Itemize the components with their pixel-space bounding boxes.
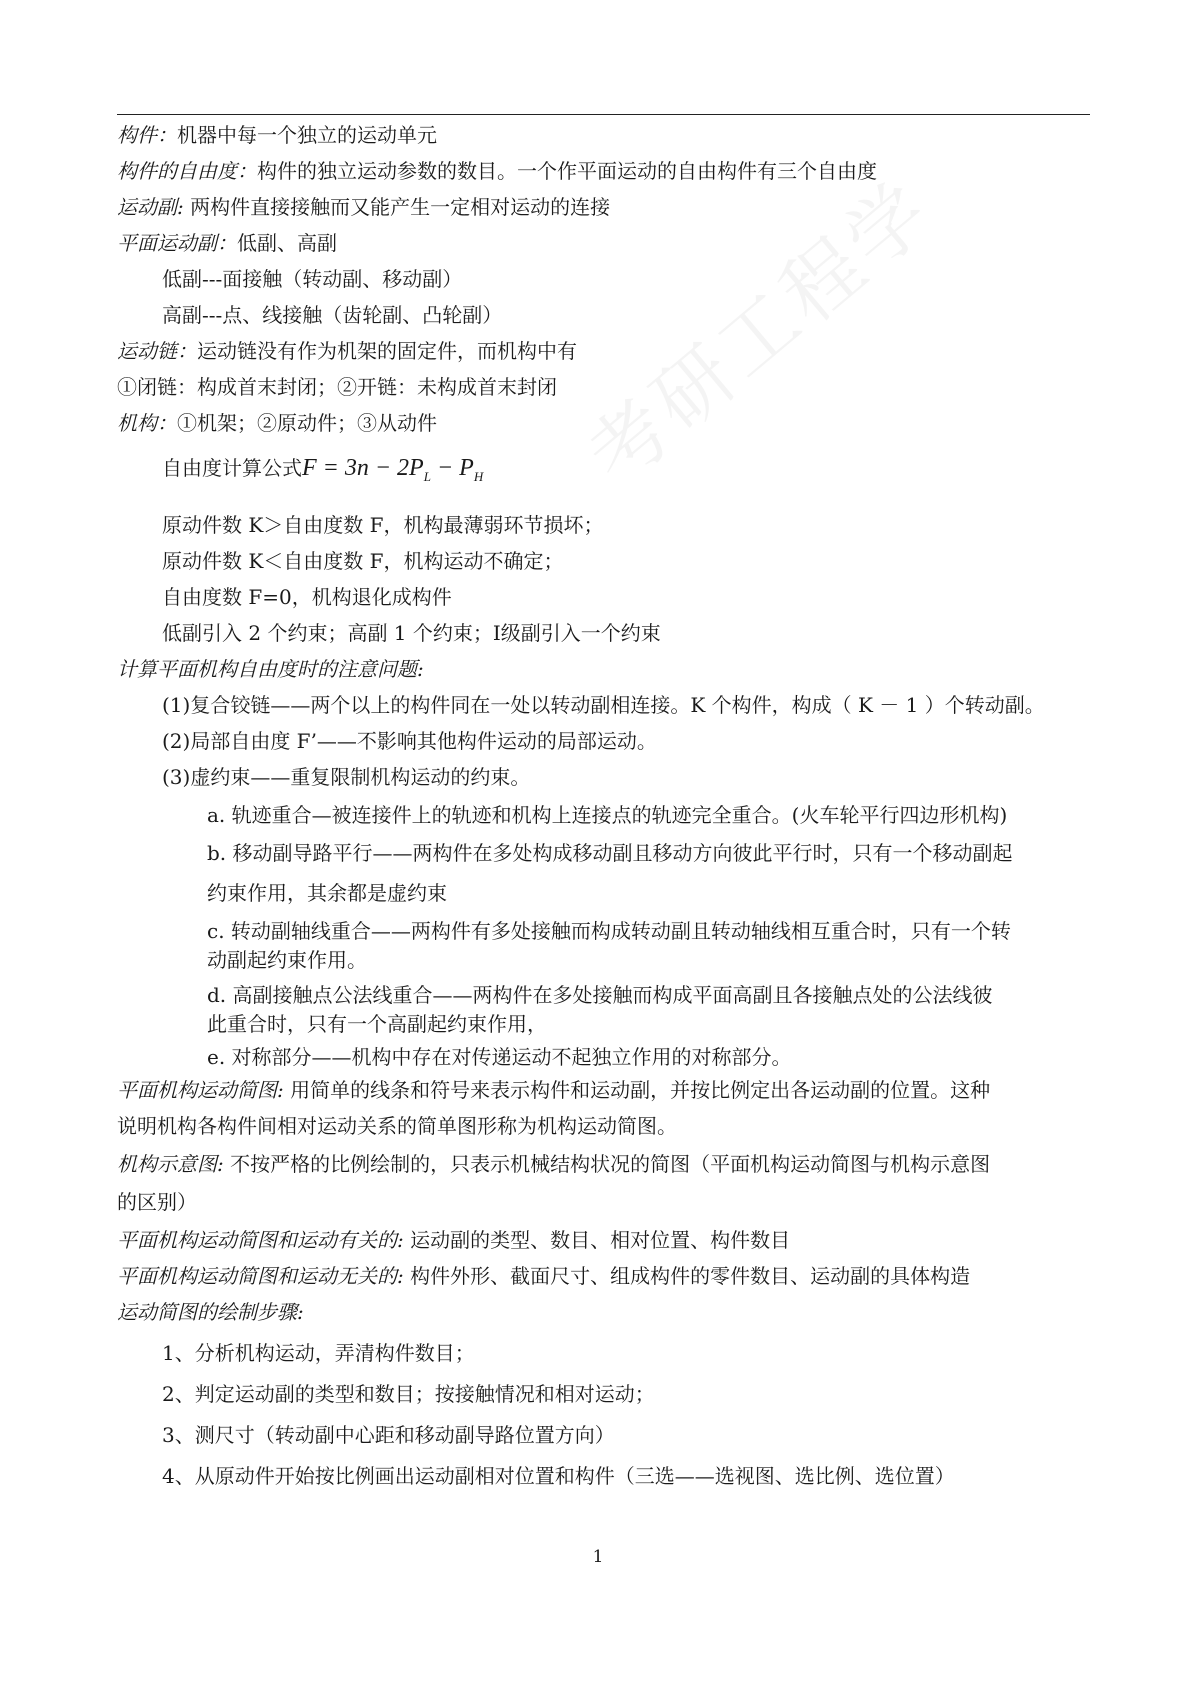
text-line: 此重合时，只有一个高副起约束作用， xyxy=(207,1011,547,1036)
definition-text: 运动链没有作为机架的固定件，而机构中有 xyxy=(197,339,577,363)
text-line: a. 轨迹重合—被连接件上的轨迹和机构上连接点的轨迹完全重合。(火车轮平行四边形机构) xyxy=(207,802,1008,827)
header-rule xyxy=(117,114,1090,115)
section-heading: 运动简图的绘制步骤: xyxy=(117,1299,304,1324)
text-line: 说明机构各构件间相对运动关系的简单图形称为机构运动简图。 xyxy=(117,1113,677,1138)
definition-line xyxy=(117,1263,1092,1290)
text-line: (1)复合铰链——两个以上的构件同在一处以转动副相连接。K 个构件，构成（ K － 1 ）个转动副。 xyxy=(162,692,1045,717)
formula-part: − P xyxy=(430,455,474,481)
term: 构件的自由度： xyxy=(117,159,257,183)
term: 平面机构运动简图: xyxy=(117,1077,284,1102)
text-line: b. 移动副导路平行——两构件在多处构成移动副且移动方向彼此平行时，只有一个移动副起 xyxy=(207,840,1013,865)
text-line: e. 对称部分——机构中存在对传递运动不起独立作用的对称部分。 xyxy=(207,1044,792,1069)
dof-formula xyxy=(302,455,484,484)
text-line: (2)局部自由度 F’——不影响其他构件运动的局部运动。 xyxy=(162,728,657,753)
formula-part: F = 3n − 2P xyxy=(302,455,424,481)
formula-subscript: H xyxy=(473,468,484,484)
definition-text: ①机架；②原动件；③从动件 xyxy=(177,411,437,435)
definition-text: 两构件直接接触而又能产生一定相对运动的连接 xyxy=(183,195,611,219)
term: 平面机构运动简图和运动无关的: xyxy=(117,1263,404,1288)
definition-line xyxy=(117,338,1092,365)
text-line: d. 高副接触点公法线重合——两构件在多处接触而构成平面高副且各接触点处的公法线彼 xyxy=(207,982,993,1007)
definition-line xyxy=(117,194,1092,221)
step-line: 1、分析机构运动，弄清构件数目； xyxy=(162,1340,475,1365)
text-line: 低副---面接触（转动副、移动副） xyxy=(162,267,463,291)
text-line: 约束作用，其余都是虚约束 xyxy=(207,880,447,905)
formula-label: 自由度计算公式 xyxy=(162,456,302,480)
text-line: c. 转动副轴线重合——两构件有多处接触而构成转动副且转动轴线相互重合时，只有一个转 xyxy=(207,918,1011,943)
step-line: 2、判定运动副的类型和数目；按接触情况和相对运动； xyxy=(162,1381,655,1406)
text-line: 的区别） xyxy=(117,1189,197,1214)
formula-subscript: L xyxy=(423,468,431,484)
text-line: 动副起约束作用。 xyxy=(207,947,367,972)
definition-line xyxy=(117,1077,1092,1104)
definition-text: 机器中每一个独立的运动单元 xyxy=(177,123,437,147)
text-line: 低副引入 2 个约束；高副 1 个约束；Ⅰ级副引入一个约束 xyxy=(162,620,661,645)
term: 运动副: xyxy=(117,195,184,219)
definition-line xyxy=(117,158,1092,185)
text-line: ①闭链：构成首末封闭；②开链：未构成首末封闭 xyxy=(117,375,557,399)
definition-line xyxy=(117,230,1092,257)
definition-text: 构件的独立运动参数的数目。一个作平面运动的自由构件有三个自由度 xyxy=(257,159,877,183)
page-number: 1 xyxy=(592,1547,604,1567)
definition-line xyxy=(117,410,1092,437)
definition-line xyxy=(117,1151,1092,1178)
term: 机构： xyxy=(117,411,177,435)
definition-text: 构件外形、截面尺寸、组成构件的零件数目、运动副的具体构造 xyxy=(403,1263,971,1288)
definition-text: 不按严格的比例绘制的，只表示机械结构状况的简图（平面机构运动简图与机构示意图 xyxy=(223,1151,991,1176)
text-line: 高副---点、线接触（齿轮副、凸轮副） xyxy=(162,303,503,327)
term: 机构示意图: xyxy=(117,1151,224,1176)
definition-line xyxy=(117,122,1092,149)
term: 构件： xyxy=(117,123,177,147)
step-line: 3、测尺寸（转动副中心距和移动副导路位置方向） xyxy=(162,1422,615,1447)
page-content xyxy=(117,122,1092,1490)
term: 运动链： xyxy=(117,339,197,363)
step-line: 4、从原动件开始按比例画出运动副相对位置和构件（三选——选视图、选比例、选位置） xyxy=(162,1463,955,1488)
term: 平面运动副： xyxy=(117,231,237,255)
text-line: 原动件数 K＜自由度数 F，机构运动不确定； xyxy=(162,548,564,573)
definition-line xyxy=(117,1227,1092,1254)
text-line: 自由度数 F=0，机构退化成构件 xyxy=(162,584,452,609)
text-line: (3)虚约束——重复限制机构运动的约束。 xyxy=(162,764,531,789)
term: 平面机构运动简图和运动有关的: xyxy=(117,1227,404,1252)
formula-line xyxy=(117,451,1092,494)
section-heading: 计算平面机构自由度时的注意问题: xyxy=(117,656,424,681)
text-line: 原动件数 K＞自由度数 F，机构最薄弱环节损坏； xyxy=(162,512,604,537)
definition-text: 运动副的类型、数目、相对位置、构件数目 xyxy=(403,1227,791,1252)
definition-text: 低副、高副 xyxy=(237,231,337,255)
definition-text: 用简单的线条和符号来表示构件和运动副，并按比例定出各运动副的位置。这种 xyxy=(283,1077,991,1102)
